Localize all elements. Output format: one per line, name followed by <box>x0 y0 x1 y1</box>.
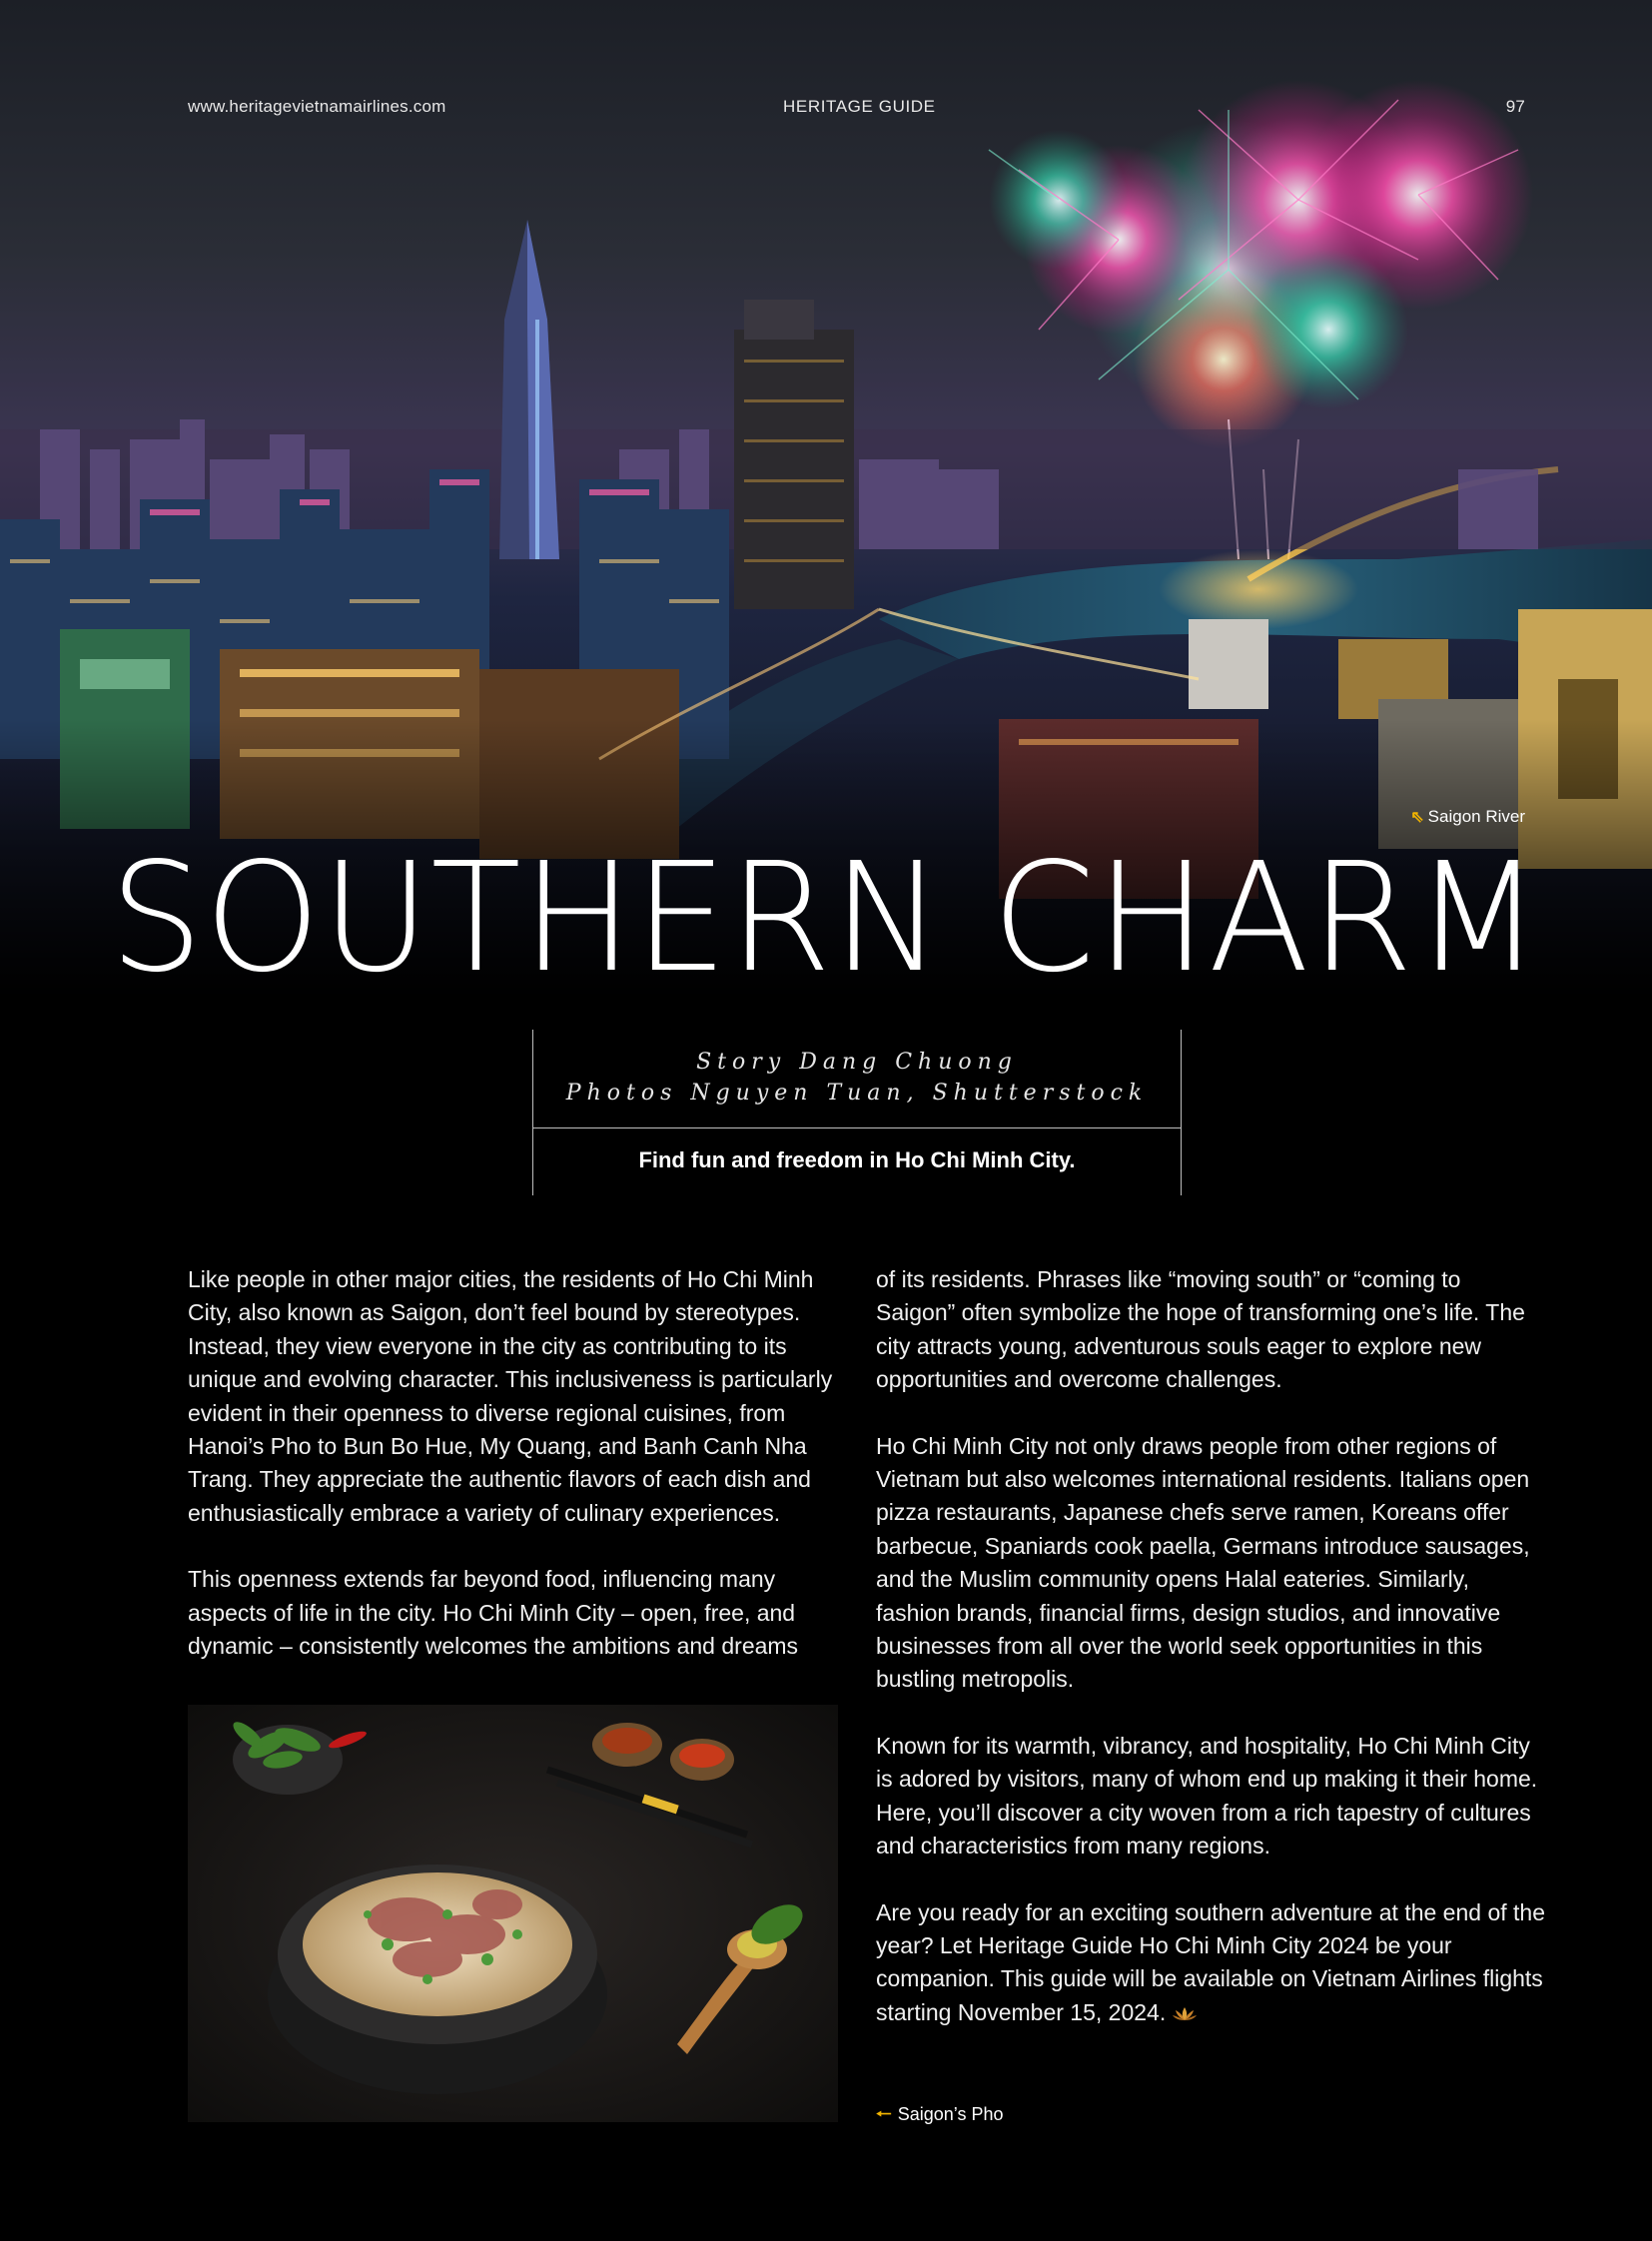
running-head <box>0 97 1652 121</box>
credits-box <box>532 1030 1182 1195</box>
section-name: HERITAGE GUIDE <box>783 97 936 116</box>
photo-caption <box>876 2102 1003 2132</box>
body-paragraph: of its residents. Phrases like “moving south” or “coming to Saigon” often symbolize the hope of transforming one’s life. The city attracts young, adventurous souls eager to explore new opportunities and overcome challenges. <box>876 1266 1525 1393</box>
body-paragraph: This openness extends far beyond food, influencing many aspects of life in the city. Ho Chi Minh City – open, free, and dynamic – consistently welcomes the ambitions and dreams <box>188 1566 799 1660</box>
body-paragraph: Known for its warmth, vibrancy, and hospitality, Ho Chi Minh City is adored by visitors, many of whom end up making it their home. Here, you’ll discover a city woven from a rich tapestry of cultures and characteristics from many regions. <box>876 1732 1538 1860</box>
body-paragraph: Like people in other major cities, the residents of Ho Chi Minh City, also known as Saigon, don’t feel bound by stereotypes. Instead, they view everyone in the city as contributing to its unique and evolving character. This inclusiveness is particularly evident in their openness to diverse regional cuisines, from Hanoi’s Pho to Bun Bo Hue, My Quang, and Banh Canh Nha Trang. They appreciate the authentic flavors of each dish and enthusiastically embrace a variety of culinary experiences. <box>188 1266 833 1526</box>
photo-caption-text: Saigon’s Pho <box>897 2104 1004 2124</box>
saigon-one-tower <box>734 300 854 609</box>
body-column-right <box>876 1263 1545 2064</box>
body-paragraph: Ho Chi Minh City not only draws people from other regions of Vietnam but also welcomes international residents. Italians open pizza restaurants, Japanese chefs serve ramen, Koreans offer barbecue, Spaniards cook paella, Germans introduce sausages, and the Muslim community opens Halal eateries. Similarly, fashion brands, financial firms, design studios, and innovative businesses from all over the world seek opportunities in this bustling metropolis. <box>876 1432 1530 1693</box>
hero-caption <box>1410 807 1525 827</box>
arrow-left-icon: 🠐 <box>876 2104 892 2124</box>
pho-photo <box>188 1705 838 2122</box>
page-number: 97 <box>1505 97 1525 116</box>
lotus-icon <box>1172 1998 1198 2031</box>
story-credit: Story Dang Chuong <box>696 1050 1018 1075</box>
body-column-left <box>188 1263 847 1696</box>
hero-caption-text: Saigon River <box>1427 807 1525 826</box>
photo-credit: Photos Nguyen Tuan, Shutterstock <box>565 1081 1149 1106</box>
credits-divider <box>533 1127 1181 1128</box>
article-title: SOUTHERN CHARM <box>109 830 1543 1006</box>
website-url: www.heritagevietnamairlines.com <box>188 97 446 116</box>
article-deck: Find fun and freedom in Ho Chi Minh City. <box>638 1147 1076 1172</box>
body-paragraph-final <box>876 1896 1545 2032</box>
body-paragraph-text: Are you ready for an exciting southern adventure at the end of the year? Let Heritage Guide Ho Chi Minh City 2024 be your companion. This guide will be available on Vietnam Airlines flights starting November 15, 2024. <box>876 1898 1545 2025</box>
arrow-up-left-icon: ⇖ <box>1410 809 1424 826</box>
pho-bowl-illustration <box>188 1705 838 2122</box>
